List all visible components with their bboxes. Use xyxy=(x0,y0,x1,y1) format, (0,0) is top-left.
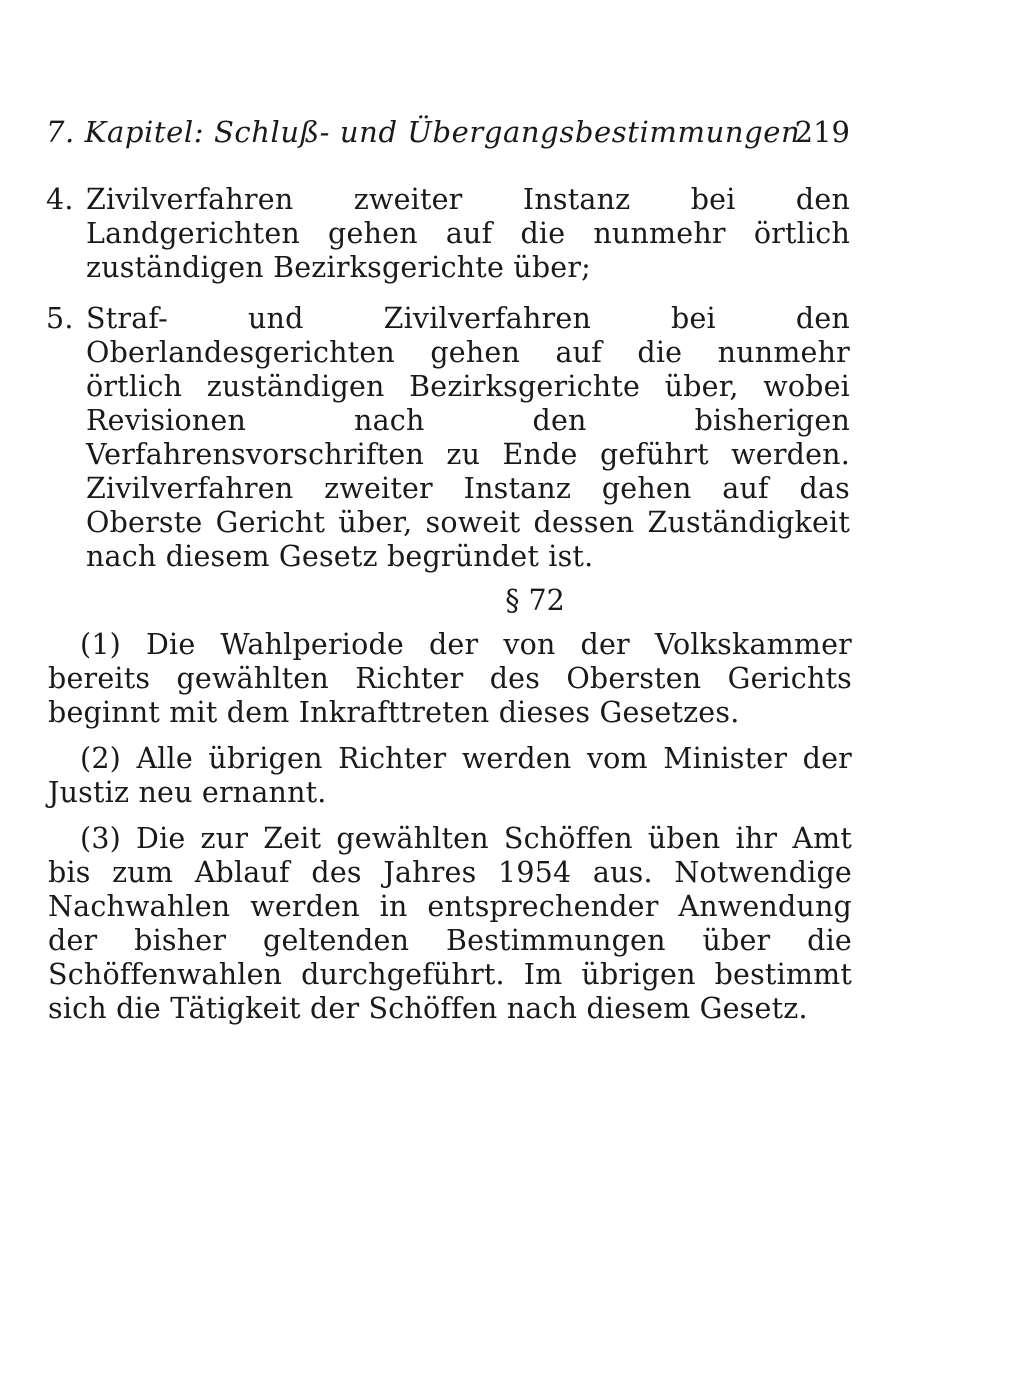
paragraph-3: (3) Die zur Zeit gewählten Schöffen üben ihr Amt bis zum Ablauf des Jahres 1954 aus. Notwendige Nachwahlen werden in entsprechender Anwendung der bisher geltenden Bestimmungen über die Schöffenwahlen durchgeführt. Im übrigen bestimmt sich die Tätigkeit der Schöffen nach diesem Gesetz. xyxy=(48,822,852,1025)
paragraph-2: (2) Alle übrigen Richter werden vom Minister der Justiz neu ernannt. xyxy=(48,742,852,809)
running-header xyxy=(46,115,850,159)
list-item-text: Zivilverfahren zweiter Instanz bei den Landgerichten gehen auf die nunmehr örtlich zuständigen Bezirksgerichte über; xyxy=(86,183,850,284)
section-heading: § 72 xyxy=(505,584,565,617)
page-number: 219 xyxy=(794,115,850,149)
list-item-number: 5. xyxy=(46,302,74,335)
chapter-title: 7. Kapitel: Schluß- und Übergangsbestimmungen xyxy=(46,115,801,149)
list-item-5 xyxy=(46,302,850,574)
list-item-4 xyxy=(46,183,850,285)
list-item-number: 4. xyxy=(46,183,74,216)
paragraph-1: (1) Die Wahlperiode der von der Volkskammer bereits gewählten Richter des Obersten Gerichts beginnt mit dem Inkrafttreten dieses Gesetzes. xyxy=(48,628,852,729)
list-item-text: Straf- und Zivilverfahren bei den Oberlandesgerichten gehen auf die nunmehr örtlich zuständigen Bezirksgerichte über, wobei Revisionen nach den bisherigen Verfahrensvorschriften zu Ende geführt werden. Zivilverfahren zweiter Instanz gehen auf das Oberste Gericht über, soweit dessen Zuständigkeit nach diesem Gesetz begründet ist. xyxy=(86,302,850,573)
